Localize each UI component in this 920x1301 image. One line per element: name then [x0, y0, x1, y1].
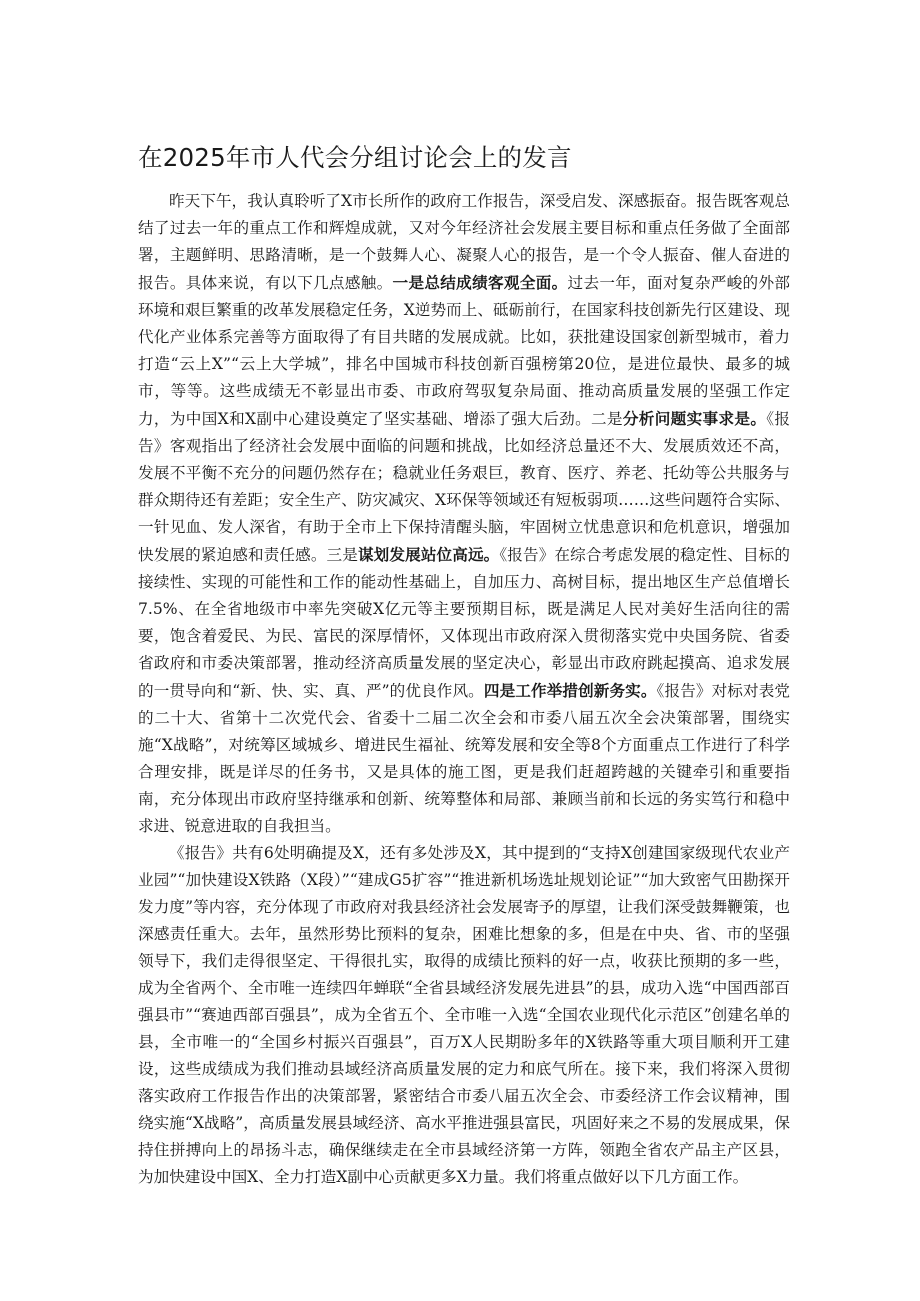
paragraph-text: 《报告》客观指出了经济社会发展中面临的问题和挑战，比如经济总量还不大、发展质效还不高，发展不平衡不充分的问题仍然存在；稳就业任务艰巨，教育、医疗、养老、托幼等公共服务与群众期待还有差距；安全生产、防灾减灾、X环保等领域还有短板弱项……这些问题符合实际、一针见血、发人深省，有助于全市上下保持清醒头脑，牢固树立忧患意识和危机意识，增强加快发展的紧迫感和责任感。三是: [138, 410, 790, 564]
paragraph-text: 过去一年，面对复杂严峻的外部环境和艰巨繁重的改革发展稳定任务，X逆势而上、砥砺前行，在国家科技创新先行区建设、现代化产业体系完善等方面取得了有目共睹的发展成就。比如，获批建设国家创新型城市，着力打造“云上X”“云上大学城”，排名中国城市科技创新百强榜第20位，是进位最快、最多的城市，等等。这些成绩无不彰显出市委、市政府驾驭复杂局面、推动高质量发展的坚强工作定力，为中国X和X副中心建设奠定了坚实基础、增添了强大后劲。二是: [138, 274, 790, 428]
document-page: [138, 138, 790, 1191]
paragraph-text: 《报告》在综合考虑发展的稳定性、目标的接续性、实现的可能性和工作的能动性基础上，自加压力、高树目标，提出地区生产总值增长7.5%、在全省地级市中率先突破X亿元等主要预期目标，既是满足人民对美好生活向往的需要，饱含着爱民、为民、富民的深厚情怀，又体现出市政府深入贯彻落实党中央国务院、省委省政府和市委决策部署，推动经济高质量发展的坚定决心，彰显出市政府跳起摸高、追求发展的一贯导向和“新、快、实、真、严”的优良作风。: [138, 546, 790, 700]
body-paragraph-1: [138, 188, 790, 840]
paragraph-text: 《报告》共有6处明确提及X，还有多处涉及X，其中提到的“支持X创建国家级现代农业产业园”“加快建设X铁路（X段）”“建成G5扩容”“推进新机场选址规划论证”“加大致密气田勘探开发力度”等内容，充分体现了市政府对我县经济社会发展寄予的厚望，让我们深受鼓舞鞭策，也深感责任重大。去年，虽然形势比预料的复杂，困难比想象的多，但是在中央、省、市的坚强领导下，我们走得很坚定、干得很扎实，取得的成绩比预料的好一点，收获比预期的多一些，成为全省两个、全市唯一连续四年蝉联“全省县域经济发展先进县”的县，成功入选“中国西部百强县市”“赛迪西部百强县”，成为全省五个、全市唯一入选“全国农业现代化示范区”创建名单的县，全市唯一的“全国乡村振兴百强县”，百万X人民期盼多年的X铁路等重大项目顺利开工建设，这些成绩成为我们推动县域经济高质量发展的定力和底气所在。接下来，我们将深入贯彻落实政府工作报告作出的决策部署，紧密结合市委八届五次全会、市委经济工作会议精神，围绕实施“X战略”，高质量发展县域经济、高水平推进强县富民，巩固好来之不易的发展成果，保持住拼搏向上的昂扬斗志，确保继续走在全市县域经济第一方阵，领跑全省农产品主产区县，为加快建设中国X、全力打造X副中心贡献更多X力量。我们将重点做好以下几方面工作。: [138, 844, 790, 1186]
bold-heading-4: 四是工作举措创新务实。: [483, 681, 657, 700]
document-title: 在2025年市人代会分组讨论会上的发言: [138, 143, 572, 172]
bold-heading-2: 分析问题实事求是。: [622, 409, 767, 428]
body-paragraph-2: [138, 840, 790, 1191]
paragraph-text: 昨天下午，我认真聆听了X市长所作的政府工作报告，深受启发、深感振奋。报告既客观总结了过去一年的重点工作和辉煌成就，又对今年经济社会发展主要目标和重点任务做了全面部署，主题鲜明、思路清晰，是一个鼓舞人心、凝聚人心的报告，是一个令人振奋、催人奋进的报告。具体来说，有以下几点感触。: [138, 192, 790, 292]
paragraph-text: 《报告》对标对表党的二十大、省第十二次党代会、省委十二届二次全会和市委八届五次全会决策部署，围绕实施“X战略”，对统筹区域城乡、增进民生福祉、统筹发展和安全等8个方面重点工作进行了科学合理安排，既是详尽的任务书，又是具体的施工图，更是我们赶超跨越的关键牵引和重要指南，充分体现出市政府坚持继承和创新、统筹整体和局部、兼顾当前和长远的务实笃行和稳中求进、锐意进取的自我担当。: [138, 682, 790, 835]
bold-heading-1: 一是总结成绩客观全面。: [392, 273, 568, 292]
bold-heading-3: 谋划发展站位高远。: [357, 545, 500, 564]
